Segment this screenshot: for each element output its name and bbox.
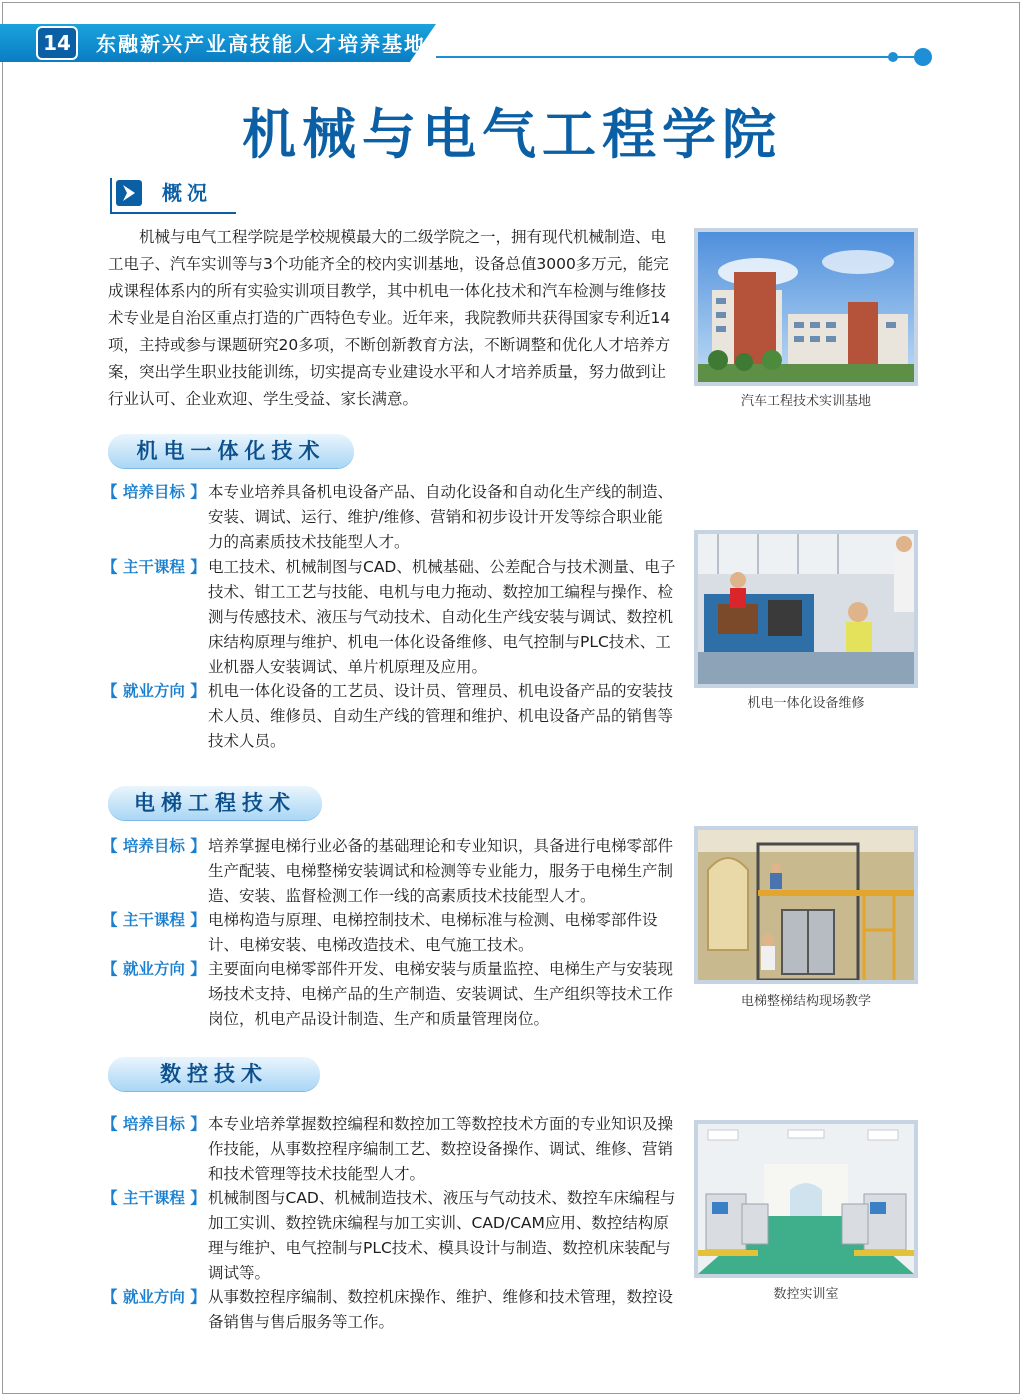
workshop-image [698,534,914,684]
header-org-title: 东融新兴产业高技能人才培养基地 [96,32,426,56]
caption-cnc-lab: 数控实训室 [773,1287,839,1302]
caption-auto-training-base: 汽车工程技术实训基地 [740,394,871,409]
label-goal: 【 培养目标 】 [102,1115,206,1133]
section-title-cnc: 数控技术 [108,1057,320,1091]
cnc-career: 从事数控程序编制、数控机床操作、维护、维修和技术管理，数控设备销售与售后服务等工作。 [208,1288,674,1331]
overview-paragraph: 机械与电气工程学院是学校规模最大的二级学院之一，拥有现代机械制造、电工电子、汽车实训等与3个功能齐全的校内实训基地，设备总值3000多万元，能完成课程体系内的所有实验实训项目教学，其中机电一体化技术和汽车检测与维修技术专业是自治区重点打造的广西特色专业。近年来，我院教师共获得国家专利近14项，主持或参与课题研究20多项，不断创新教育方法，不断调整和优化人才培养方案，突出学生职业技能训练，切实提高专业建设水平和人才培养质量，努力做到让行业认可、企业欢迎、学生受益、家长满意。 [108,228,671,408]
chevron-right-icon [116,180,142,206]
label-courses: 【 主干课程 】 [102,1189,206,1207]
photo-cnc-lab [694,1120,918,1278]
caption-mechatronics-repair: 机电一体化设备维修 [747,696,865,711]
label-goal: 【 培养目标 】 [102,483,206,501]
header-dot-small [888,52,898,62]
cnc-lab-image [698,1124,914,1274]
overview-heading: 概况 [162,181,212,205]
label-courses: 【 主干课程 】 [102,911,206,929]
elevator-courses: 电梯构造与原理、电梯控制技术、电梯标准与检测、电梯零部件设计、电梯安装、电梯改造技术、电气施工技术。 [208,911,658,954]
mechatronics-courses: 电工技术、机械制图与CAD、机械基础、公差配合与技术测量、电子技术、钳工工艺与技能、电机与电力拖动、数控加工编程与操作、检测与传感技术、液压与气动技术、自动化生产线安装与调试、数控机床结构原理与维护、机电一体化设备维修、电气控制与PLC技术、工业机器人安装调试、单片机原理及应用。 [208,558,676,676]
mechatronics-goal: 本专业培养具备机电设备产品、自动化设备和自动化生产线的制造、安装、调试、运行、维护/维修、营销和初步设计开发等综合职业能力的高素质技术技能型人才。 [208,483,674,551]
photo-mechatronics-repair [694,530,918,688]
mechatronics-career: 机电一体化设备的工艺员、设计员、管理员、机电设备产品的安装技术人员、维修员、自动生产线的管理和维护、机电设备产品的销售等技术人员。 [208,682,674,750]
elevator-goal: 培养掌握电梯行业必备的基础理论和专业知识，具备进行电梯零部件生产配装、电梯整梯安装调试和检测等专业能力，服务于电梯生产制造、安装、监督检测工作一线的高素质技术技能型人才。 [208,837,674,905]
header-dot-large [914,48,932,66]
label-courses: 【 主干课程 】 [102,558,206,576]
section-title-elevator: 电梯工程技术 [108,786,322,820]
label-career: 【 就业方向 】 [102,960,206,978]
section-title-mechatronics: 机电一体化技术 [108,434,354,468]
photo-auto-training-base [694,228,918,386]
header-rule [436,56,920,58]
caption-elevator-teaching: 电梯整梯结构现场教学 [740,994,871,1009]
elevator-career: 主要面向电梯零部件开发、电梯安装与质量监控、电梯生产与安装现场技术支持、电梯产品的生产制造、安装调试、生产组织等技术工作岗位，机电产品设计制造、生产和质量管理岗位。 [208,960,674,1028]
cnc-courses: 机械制图与CAD、机械制造技术、液压与气动技术、数控车床编程与加工实训、数控铣床编程与加工实训、CAD/CAM应用、数控结构原理与维护、电气控制与PLC技术、模具设计与制造、数控机床装配与调试等。 [208,1189,676,1282]
elevator-image [698,830,914,980]
page-title: 机械与电气工程学院 [242,103,782,166]
label-goal: 【 培养目标 】 [102,837,206,855]
page-number: 14 [36,26,78,60]
label-career: 【 就业方向 】 [102,682,206,700]
cnc-goal: 本专业培养掌握数控编程和数控加工等数控技术方面的专业知识及操作技能，从事数控程序编制工艺、数控设备操作、调试、维修、营销和技术管理等技术技能型人才。 [208,1115,674,1183]
label-career: 【 就业方向 】 [102,1288,206,1306]
photo-elevator-teaching [694,826,918,984]
building-image [698,232,914,382]
